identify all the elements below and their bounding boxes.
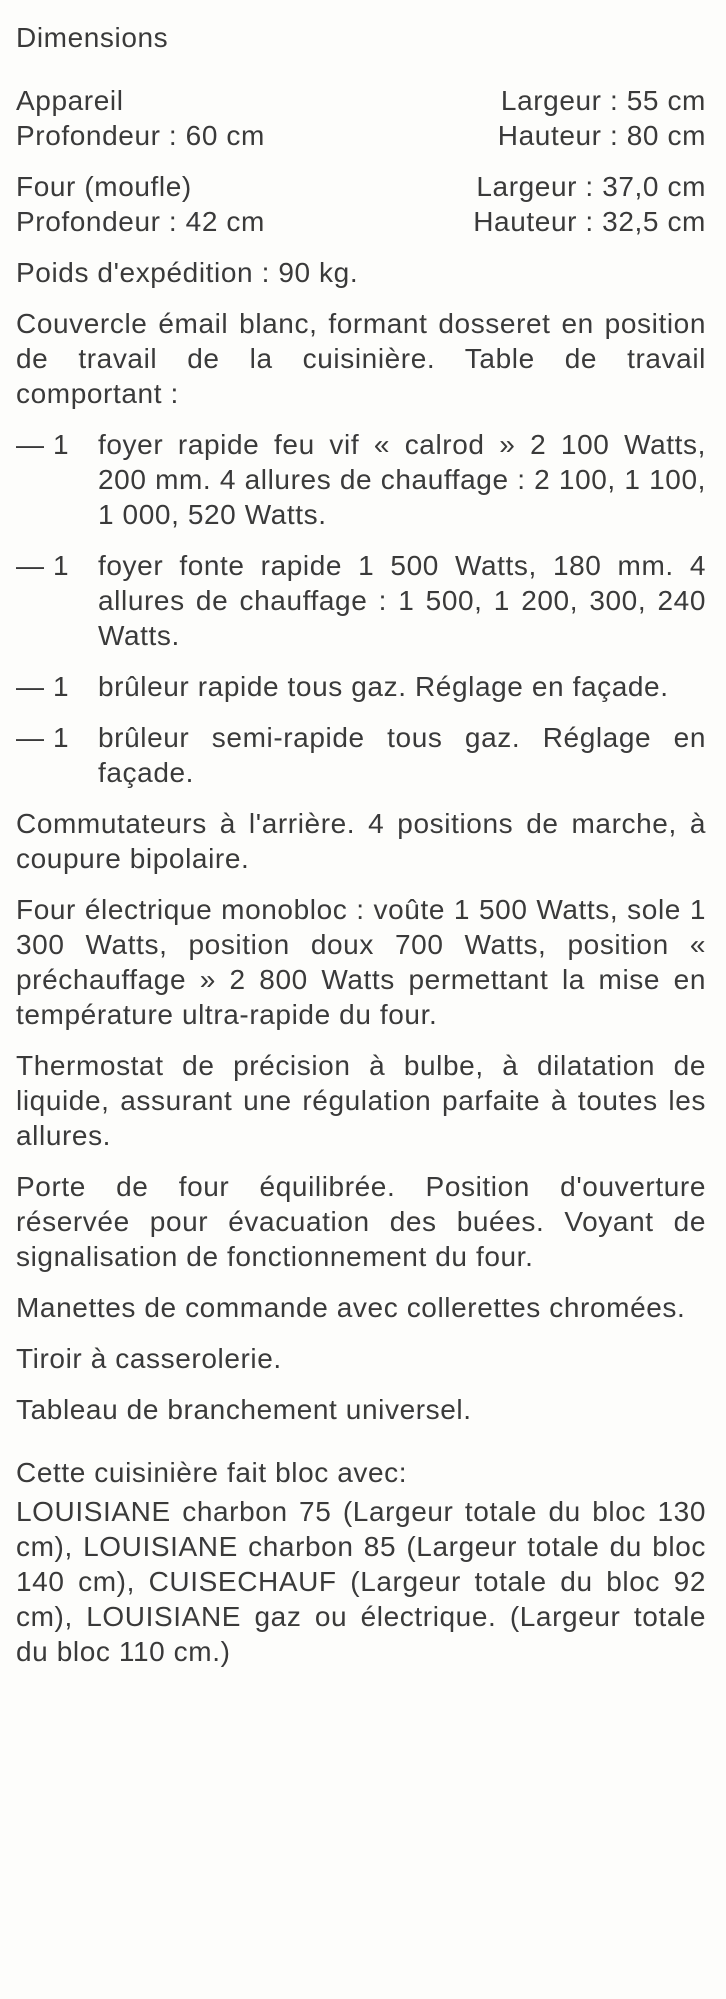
- spec-value: Largeur : 55 cm: [500, 85, 706, 116]
- spec-appareil: [16, 83, 706, 153]
- spec-value: Hauteur : 80 cm: [497, 120, 706, 151]
- paragraph-tiroir: Tiroir à casserolerie.: [16, 1343, 282, 1374]
- spec-four: [16, 169, 706, 239]
- dimensions-heading: Dimensions: [16, 22, 169, 53]
- paragraph-tableau: Tableau de branchement universel.: [16, 1394, 472, 1425]
- paragraph-commutateurs: Commutateurs à l'arrière. 4 positions de marche, à coupure bipolaire.: [16, 808, 706, 874]
- lid-paragraph: Couvercle émail blanc, formant dosseret en position de travail de la cuisinière. Table de travail comportant :: [16, 308, 706, 409]
- list-item: [16, 669, 706, 704]
- bloc-intro: Cette cuisinière fait bloc avec:: [16, 1457, 408, 1488]
- spec-row: [16, 204, 706, 239]
- paragraph-thermostat: Thermostat de précision à bulbe, à dilatation de liquide, assurant une régulation parfaite à toutes les allures.: [16, 1050, 706, 1151]
- list-item-text: brûleur rapide tous gaz. Réglage en façade.: [98, 671, 669, 702]
- list-item: [16, 720, 706, 790]
- spec-value: Largeur : 37,0 cm: [476, 171, 706, 202]
- paragraph-four-electrique: Four électrique monobloc : voûte 1 500 Watts, sole 1 300 Watts, position doux 700 Watts, position « préchauffage » 2 800 Watts permettant la mise en température ultra-rapide du four.: [16, 894, 706, 1030]
- spec-row: [16, 169, 706, 204]
- paragraph-porte: Porte de four équilibrée. Position d'ouverture réservée pour évacuation des buées. Voyant de signalisation de fonctionnement du four.: [16, 1171, 706, 1272]
- spec-value: Profondeur : 60 cm: [16, 120, 265, 151]
- weight-line: Poids d'expédition : 90 kg.: [16, 257, 359, 288]
- spec-row: [16, 83, 706, 118]
- list-item-text: foyer rapide feu vif « calrod » 2 100 Watts, 200 mm. 4 allures de chauffage : 2 100, 1 100, 1 000, 520 Watts.: [98, 429, 706, 530]
- list-marker: — 1: [16, 671, 70, 702]
- spec-value: Profondeur : 42 cm: [16, 206, 265, 237]
- spec-row: [16, 118, 706, 153]
- list-item-text: brûleur semi-rapide tous gaz. Réglage en façade.: [98, 722, 706, 788]
- spec-label: Appareil: [16, 85, 124, 116]
- paragraph-manettes: Manettes de commande avec collerettes chromées.: [16, 1292, 686, 1323]
- list-item-text: foyer fonte rapide 1 500 Watts, 180 mm. 4 allures de chauffage : 1 500, 1 200, 300, 240 Watts.: [98, 550, 706, 651]
- list-item: [16, 427, 706, 532]
- spec-value: Hauteur : 32,5 cm: [473, 206, 706, 237]
- list-marker: — 1: [16, 550, 70, 581]
- list-marker: — 1: [16, 722, 70, 753]
- bloc-text: LOUISIANE charbon 75 (Largeur totale du bloc 130 cm), LOUISIANE charbon 85 (Largeur totale du bloc 140 cm), CUISECHAUF (Largeur totale du bloc 92 cm), LOUISIANE gaz ou électrique. (Largeur totale du bloc 110 cm.): [16, 1496, 706, 1667]
- spec-label: Four (moufle): [16, 171, 192, 202]
- list-item: [16, 548, 706, 653]
- list-marker: — 1: [16, 429, 70, 460]
